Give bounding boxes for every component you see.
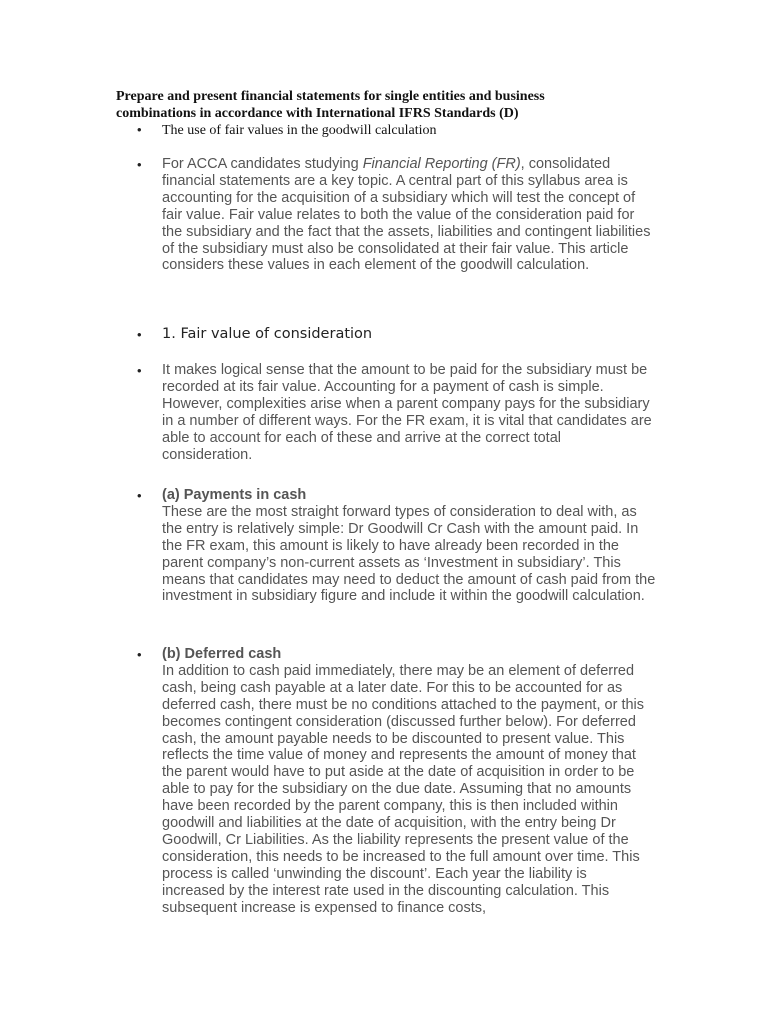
heading-line-2: combinations in accordance with International IFRS Standards (D): [116, 106, 519, 121]
bullet-icon: •: [137, 157, 142, 172]
part-a-block: [162, 487, 657, 605]
section-1-body: It makes logical sense that the amount to be paid for the subsidiary must be recorded at its fair value. Accounting for a payment of cash is simple. However, complexities arise when a parent company pays for the subsidiary in a number of different ways. For the FR exam, it is vital that candidates are able to account for each of these and arrive at the correct total consideration.: [162, 362, 652, 463]
part-a-body: These are the most straight forward types of consideration to deal with, as the entry is relatively simple: Dr Goodwill Cr Cash with the amount paid. In the FR exam, this amount is likely to have already been recorded in the parent company’s non-current assets as ‘Investment in subsidiary’. This means that candidates may need to deduct the amount of cash paid from the investment in subsidiary figure and include it within the goodwill calculation.: [162, 503, 656, 605]
intro-paragraph: [162, 156, 654, 274]
intro-prefix: For ACCA candidates studying: [162, 156, 363, 172]
bullet-icon: •: [137, 647, 142, 662]
intro-suffix: , consolidated financial statements are a key topic. A central part of this syllabus area is accounting for the acquisition of a subsidiary which will test the concept of fair value. Fair value relates to both the value of the consideration paid for the subsidiary and the fact that the assets, liabilities and contingent liabilities of the subsidiary must also be consolidated at their fair value. This article considers these values in each element of the goodwill calculation.: [162, 156, 651, 274]
bullet-icon: •: [137, 122, 142, 137]
section-1-title: 1. Fair value of consideration: [162, 326, 373, 342]
bullet-icon: •: [137, 488, 142, 503]
part-a-title: (a) Payments in cash: [162, 487, 307, 503]
intro-italic: Financial Reporting (FR): [362, 156, 521, 172]
heading-line-1: Prepare and present financial statements for single entities and business: [116, 89, 545, 104]
bullet-icon: •: [137, 363, 142, 378]
bullet-icon: •: [137, 327, 142, 342]
part-b-title: (b) Deferred cash: [162, 646, 282, 662]
topic-item: The use of fair values in the goodwill calculation: [162, 123, 437, 138]
part-b-body: In addition to cash paid immediately, there may be an element of deferred cash, being cash payable at a later date. For this to be accounted for as deferred cash, there must be no conditions attached to the payment, or this becomes contingent consideration (discussed further below). For deferred cash, the amount payable needs to be discounted to present value. This reflects the time value of money and represents the amount of money that the parent would have to put aside at the date of acquisition in order to be able to pay for the subsidiary on the due date. Assuming that no amounts have been recorded by the parent company, this is then included within goodwill and liabilities at the date of acquisition, with the entry being Dr Goodwill, Cr Liabilities. As the liability represents the present value of the consideration, this needs to be increased to the full amount over time. This process is called ‘unwinding the discount’. Each year the liability is increased by the interest rate used in the discounting calculation. This subsequent increase is expensed to finance costs,: [162, 662, 645, 916]
part-b-block: [162, 646, 647, 917]
document-heading: [116, 88, 676, 122]
